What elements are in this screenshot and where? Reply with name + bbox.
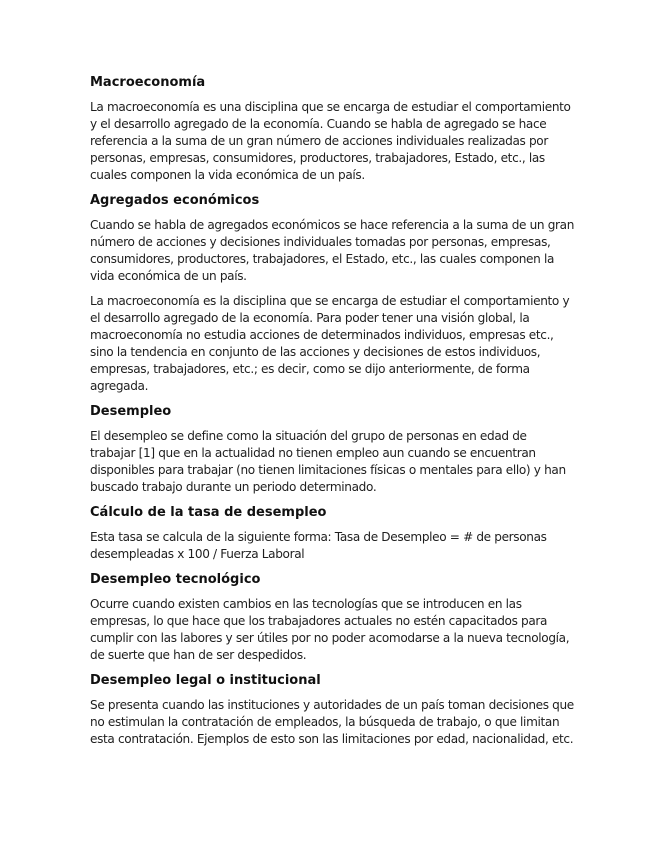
section-desempleo: [90, 403, 575, 496]
section-macroeconomia: [90, 74, 575, 184]
section-calculo-tasa-desempleo: [90, 504, 575, 563]
paragraph: Ocurre cuando existen cambios en las tecnologías que se introducen en las empresas, lo que hace que los trabajadores actuales no estén capacitados para cumplir con las labores y ser útiles por no poder acomodarse a la nueva tecnología, de suerte que han de ser despedidos.: [90, 597, 570, 662]
section-heading: Desempleo: [90, 404, 172, 419]
section-heading: Cálculo de la tasa de desempleo: [90, 505, 327, 520]
section-desempleo-tecnologico: [90, 571, 575, 664]
section-desempleo-legal: [90, 672, 575, 748]
paragraph: Cuando se habla de agregados económicos se hace referencia a la suma de un gran número de acciones y decisiones individuales tomadas por personas, empresas, consumidores, productores, trabajadores, el Estado, etc., las cuales componen la vida económica de un país.: [90, 218, 575, 283]
section-heading: Desempleo tecnológico: [90, 572, 261, 587]
paragraph: La macroeconomía es la disciplina que se encarga de estudiar el comportamiento y el desarrollo agregado de la economía. Para poder tener una visión global, la macroeconomía no estudia acciones de determinados individuos, empresas etc., sino la tendencia en conjunto de las acciones y decisiones de estos individuos, empresas, trabajadores, etc.; es decir, como se dijo anteriormente, de forma agregada.: [90, 294, 570, 393]
section-heading: Agregados económicos: [90, 193, 260, 208]
section-agregados-economicos: [90, 192, 575, 395]
section-heading: Macroeconomía: [90, 75, 206, 90]
paragraph: La macroeconomía es una disciplina que se encarga de estudiar el comportamiento y el desarrollo agregado de la economía. Cuando se habla de agregado se hace referencia a la suma de un gran número de acciones individuales realizadas por personas, empresas, consumidores, productores, trabajadores, Estado, etc., las cuales componen la vida económica de un país.: [90, 100, 571, 182]
paragraph: El desempleo se define como la situación del grupo de personas en edad de trabajar [1] que en la actualidad no tienen empleo aun cuando se encuentran disponibles para trabajar (no tienen limitaciones físicas o mentales para ello) y han buscado trabajo durante un periodo determinado.: [90, 429, 566, 494]
paragraph: Esta tasa se calcula de la siguiente forma: Tasa de Desempleo = # de personas desempleadas x 100 / Fuerza Laboral: [90, 530, 547, 561]
paragraph: Se presenta cuando las instituciones y autoridades de un país toman decisiones que no estimulan la contratación de empleados, la búsqueda de trabajo, o que limitan esta contratación. Ejemplos de esto son las limitaciones por edad, nacionalidad, etc.: [90, 698, 574, 746]
section-heading: Desempleo legal o institucional: [90, 673, 321, 688]
